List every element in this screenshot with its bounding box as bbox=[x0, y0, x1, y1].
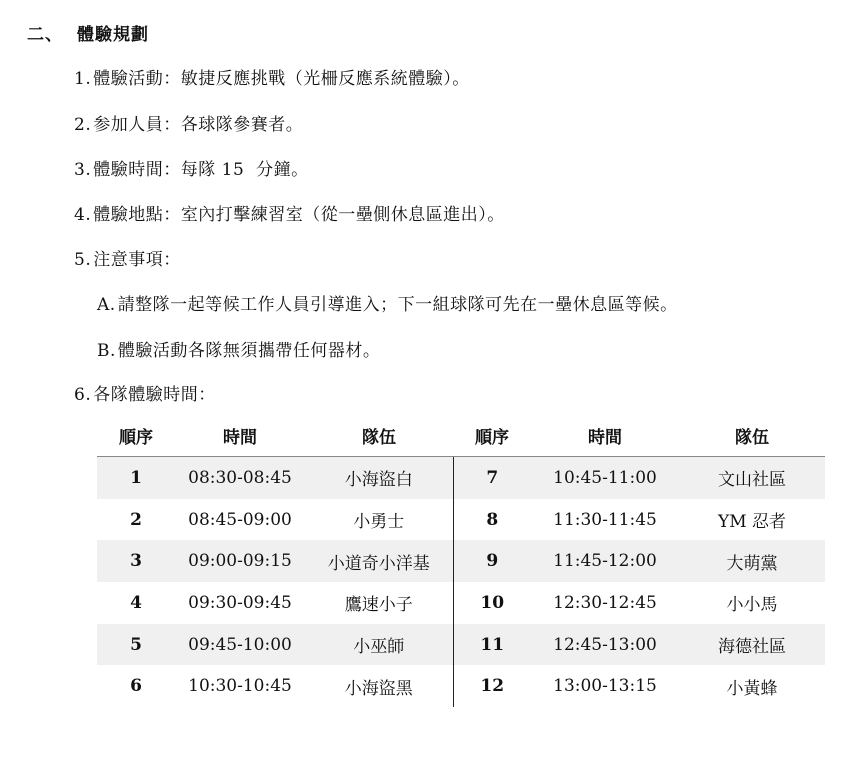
item-text: 體驗時間：每隊 15 分鐘。 bbox=[93, 160, 309, 180]
header-team: 隊伍 bbox=[679, 414, 825, 457]
order-cell: 6 bbox=[130, 676, 142, 697]
item-number: 1. bbox=[74, 69, 92, 89]
item-text: 體驗活動：敏捷反應挑戰（光柵反應系統體驗）。 bbox=[93, 69, 470, 89]
header-time: 時間 bbox=[531, 414, 679, 457]
order-cell: 3 bbox=[97, 540, 175, 582]
item-number: 2. bbox=[74, 115, 92, 135]
time-cell: 11:30-11:45 bbox=[553, 509, 657, 530]
item-location bbox=[74, 200, 505, 225]
item-text: 注意事項： bbox=[93, 250, 181, 270]
schedule-table bbox=[97, 414, 825, 707]
header-order: 順序 bbox=[453, 414, 531, 457]
order-cell: 12 bbox=[453, 665, 531, 707]
item-text: 體驗地點：室內打擊練習室（從一壘側休息區進出）。 bbox=[93, 205, 505, 225]
item-text: 各隊體驗時間： bbox=[93, 385, 216, 405]
team-cell: YM 忍者 bbox=[717, 512, 787, 533]
table-row bbox=[97, 665, 825, 707]
item-number: 4. bbox=[74, 205, 92, 225]
table-row bbox=[97, 540, 825, 582]
team-cell: 海德社區 bbox=[679, 624, 825, 666]
table-row bbox=[97, 499, 825, 541]
team-cell: 大萌黨 bbox=[679, 540, 825, 582]
time-cell: 09:45-10:00 bbox=[175, 624, 305, 666]
time-cell: 12:45-13:00 bbox=[531, 624, 679, 666]
order-cell: 7 bbox=[453, 457, 531, 499]
team-cell: 文山社區 bbox=[679, 457, 825, 499]
item-participants bbox=[74, 110, 303, 135]
item-activity bbox=[74, 64, 470, 89]
order-cell: 4 bbox=[130, 592, 142, 613]
order-cell: 11 bbox=[453, 624, 531, 666]
team-cell: 小道奇小洋基 bbox=[305, 540, 453, 582]
order-cell: 2 bbox=[130, 509, 142, 530]
team-cell: 小海盜黑 bbox=[344, 678, 413, 699]
section-title: 體驗規劃 bbox=[77, 25, 149, 45]
order-cell: 1 bbox=[97, 457, 175, 499]
item-duration bbox=[74, 155, 309, 180]
team-cell: 小小馬 bbox=[726, 595, 778, 616]
item-schedule bbox=[74, 380, 216, 405]
team-cell: 小海盜白 bbox=[305, 457, 453, 499]
note-a bbox=[97, 290, 678, 315]
time-cell: 12:30-12:45 bbox=[553, 592, 657, 613]
section-number: 二、 bbox=[27, 25, 63, 45]
time-cell: 10:30-10:45 bbox=[188, 676, 292, 697]
team-cell: 小巫師 bbox=[305, 624, 453, 666]
table-row bbox=[97, 624, 825, 666]
note-text: 請整隊一起等候工作人員引導進入；下一組球隊可先在一壘休息區等候。 bbox=[117, 295, 678, 315]
note-b bbox=[97, 336, 380, 361]
time-cell: 11:45-12:00 bbox=[531, 540, 679, 582]
time-cell: 08:30-08:45 bbox=[175, 457, 305, 499]
team-cell: 小黃蜂 bbox=[726, 678, 778, 699]
header-team: 隊伍 bbox=[305, 414, 453, 457]
item-number: 5. bbox=[74, 250, 92, 270]
time-cell: 08:45-09:00 bbox=[188, 509, 292, 530]
table-row bbox=[97, 582, 825, 624]
section-heading bbox=[27, 20, 149, 45]
time-cell: 09:30-09:45 bbox=[188, 592, 292, 613]
order-cell: 9 bbox=[453, 540, 531, 582]
item-text: 参加人員：各球隊參賽者。 bbox=[93, 115, 304, 135]
note-text: 體驗活動各隊無須攜帶任何器材。 bbox=[117, 341, 381, 361]
order-cell: 5 bbox=[97, 624, 175, 666]
time-cell: 10:45-11:00 bbox=[531, 457, 679, 499]
item-number: 6. bbox=[74, 385, 92, 405]
item-number: 3. bbox=[74, 160, 92, 180]
order-cell: 10 bbox=[453, 582, 531, 624]
team-cell: 鷹速小子 bbox=[344, 595, 413, 616]
time-cell: 09:00-09:15 bbox=[175, 540, 305, 582]
header-time: 時間 bbox=[175, 414, 305, 457]
order-cell: 8 bbox=[453, 499, 531, 541]
header-order: 順序 bbox=[97, 414, 175, 457]
table-header-row bbox=[97, 414, 825, 457]
time-cell: 13:00-13:15 bbox=[553, 676, 657, 697]
item-notes bbox=[74, 245, 181, 270]
note-number: B. bbox=[97, 341, 116, 361]
team-cell: 小勇士 bbox=[353, 512, 405, 533]
note-number: A. bbox=[97, 295, 116, 315]
table-row bbox=[97, 457, 825, 499]
